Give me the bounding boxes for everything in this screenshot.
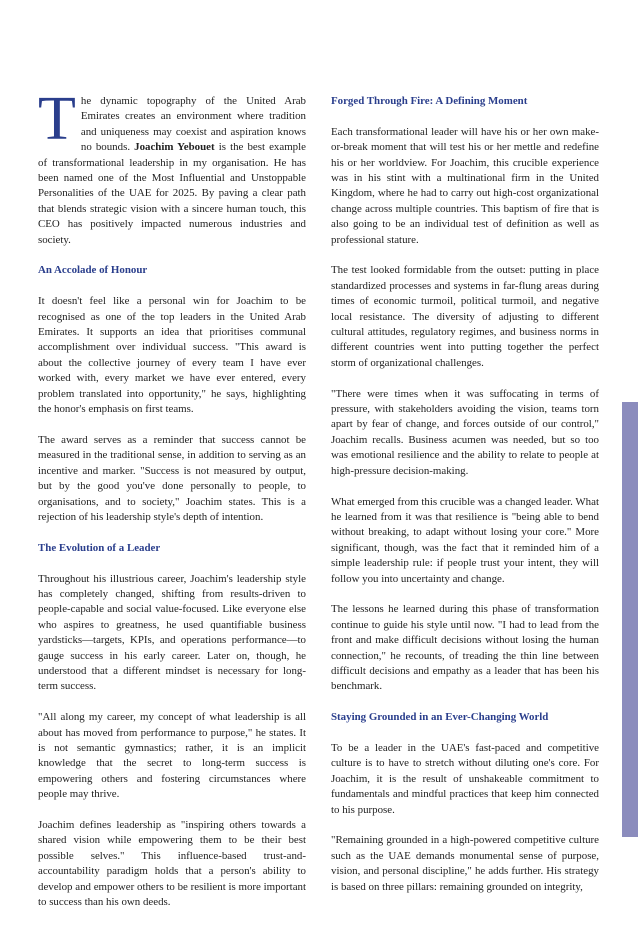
section-heading-evolution: The Evolution of a Leader [38,541,161,554]
paragraph: To be a leader in the UAE's fast-paced and competitive culture is to have to stretch without diluting one's core. For Joachim, it is the result of unshakeable commitment to fundamentals and mindful practices that keep him connected to his purpose. [331,741,599,816]
right-column [331,94,599,910]
section-heading-forged: Forged Through Fire: A Defining Moment [331,95,528,107]
paragraph: Joachim defines leadership as "inspiring others towards a shared vision while empowering them to be their best possible selves." This influence-based trust-and-accountability paradigm holds that a person's ability to develop and empower others to be resilient is more important to success than his own deeds. [38,818,306,909]
paragraph: "There were times when it was suffocating in terms of pressure, with stakeholders avoiding the vision, teams torn apart by fear of change, and forces outside of our control," Joachim recalls. Business acumen was needed, but so too was emotional resilience and the ability to relate to people at high-pressure decision-making. [331,387,599,477]
section-heading-grounded: Staying Grounded in an Ever-Changing World [331,711,549,724]
paragraph: "All along my career, my concept of what leadership is all about has moved from performance to purpose," he states. It is not semantic gymnastics; rather, it is an implicit knowledge that the secret to long-term success is empowering others and fostering circumstances where people may thrive. [38,711,306,801]
person-name: Joachim Yebouet [134,141,215,154]
left-column [38,85,306,926]
side-accent-bar [622,402,638,837]
paragraph: What emerged from this crucible was a changed leader. What he learned from it was that resilience is "being able to bend without breaking, to adapt without losing your core." More significant, though, was the fact that it reminded him of a simple leadership rule: if people trust your intent, they will follow you into uncertainty and change. [331,495,599,585]
drop-cap: T [38,85,76,153]
paragraph: Throughout his illustrious career, Joachim's leadership style has completely changed, shifting from results-driven to people-capable and social value-focused. Like everyone else who aspires to greatness, he used quantifiable business yardsticks—targets, KPIs, and operations performance—to gauge success in his early career. Later on, though, he understood that a different mindset is necessary for long-term success. [38,572,306,693]
paragraph: The test looked formidable from the outset: putting in place standardized processes and systems in far-flung areas during times of economic turmoil, political turmoil, and negative local resistance. The diversity of adjusting to different cultural attitudes, regulatory regimes, and business norms in different countries went into putting together the perfect storm of organizational challenges. [331,264,599,369]
intro-text-a: he dynamic topography of the United Arab Emirates creates an environment where tradition and uniqueness may coexist and aspiration knows no bounds. [80,95,306,154]
section-heading-accolade: An Accolade of Honour [38,264,148,277]
intro-paragraph [38,85,306,248]
intro-text-b: is the best example of transformational leadership in my organisation. He has been named one of the Most Influential and Unstoppable Personalities of the UAE for 2025. By paving a clear path that blends strategic vision with a sincere human touch, this CEO has positively impacted numerous industries and society. [38,141,306,246]
paragraph: The award serves as a reminder that success cannot be measured in the traditional sense, in addition to serving as an incentive and marker. "Success is not measured by output, but by the good you've done personally to people, to organisations, and to society," Joachim states. This is a rejection of his leadership style's depth of intention. [38,433,306,523]
paragraph: It doesn't feel like a personal win for Joachim to be recognised as one of the top leaders in the United Arab Emirates. It supports an idea that prioritises communal accomplishment over individual success. "This award is about the collective journey of every team I have ever worked with, every market we have ever entered, every problem translated into opportunity," he says, highlighting the honor's emphasis on first teams. [38,295,306,416]
paragraph: "Remaining grounded in a high-powered competitive culture such as the UAE demands monumental sense of purpose, vision, and personal discipline," he adds further. His strategy is based on three pillars: remaining grounded on integrity, [331,834,599,893]
paragraph: Each transformational leader will have his or her own make-or-break moment that will test his or her mettle and redefine his or her worldview. For Joachim, this crucible experience was in his stint with a multinational firm in the United Kingdom, where he had to carry out high-cost organizational change across multiple countries. This baptism of fire that is also going to be an individual test of definition as well as professional stature. [331,125,599,246]
paragraph: The lessons he learned during this phase of transformation continue to guide his style until now. "I had to lead from the front and make difficult decisions without losing the human connection," he recounts, of treading the thin line between difficult decisions and empathy as a leader that has been his benchmark. [331,603,599,693]
